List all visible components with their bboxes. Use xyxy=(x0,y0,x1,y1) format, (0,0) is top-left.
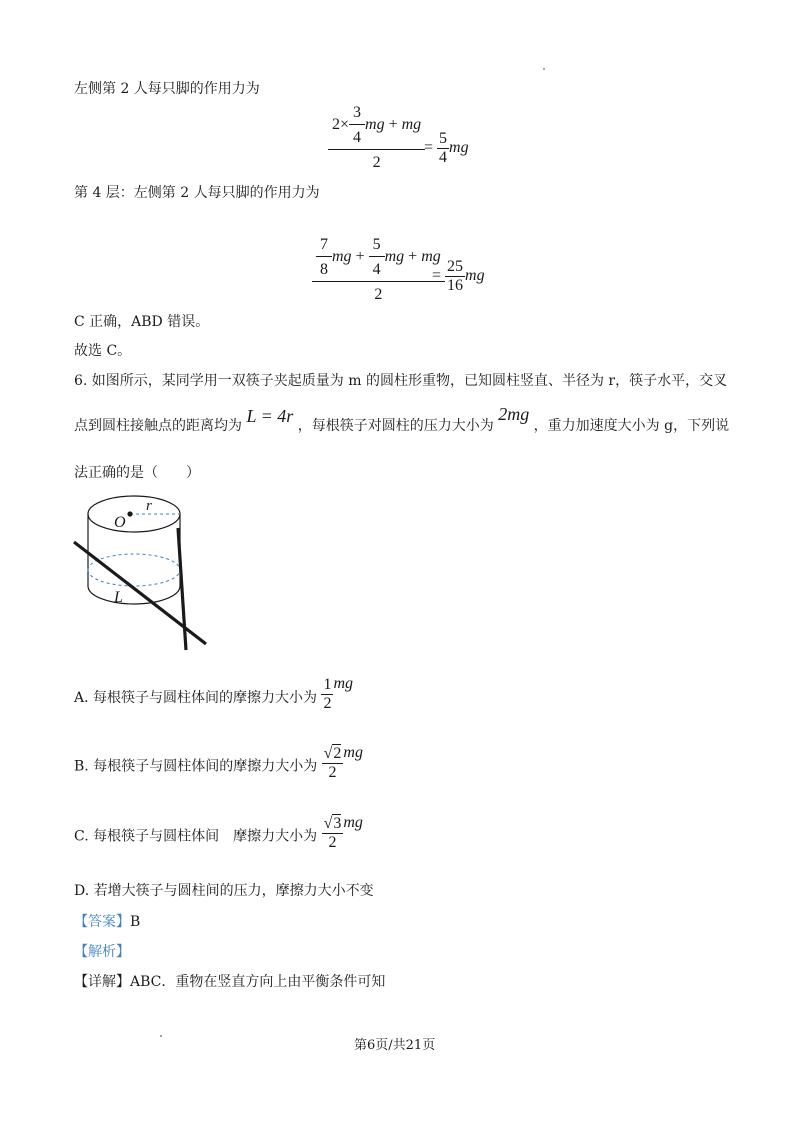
label-O: O xyxy=(114,514,126,531)
option-d: D. 若增大筷子与圆柱间的压力，摩擦力大小不变 xyxy=(74,883,374,899)
eq2-frac2-num: 5 xyxy=(372,236,381,253)
option-a-num: 1 xyxy=(323,676,332,693)
option-b-den: 2 xyxy=(322,763,344,782)
eq1-coef: 2× xyxy=(332,116,350,134)
equation-2-result xyxy=(432,258,485,295)
eq1-frac-den: 4 xyxy=(349,124,365,147)
eq2-equals: = xyxy=(432,267,442,285)
answer-label: 【答案】 xyxy=(74,914,130,930)
option-c-text: C. 每根筷子与圆柱体间 摩擦力大小为 xyxy=(74,828,318,845)
option-b xyxy=(74,743,363,786)
q6-line2-part-c: ，重力加速度大小为 g，下列说 xyxy=(533,418,730,434)
question-6-line-3: 法正确的是（ ） xyxy=(74,465,200,481)
scan-speck xyxy=(543,68,545,70)
intro-text: 左侧第 2 人每只脚的作用力为 xyxy=(74,81,260,97)
q6-2mg: 2mg xyxy=(498,404,530,424)
eq2-frac1-den: 8 xyxy=(316,256,332,279)
eq2-frac2-den: 4 xyxy=(369,256,385,279)
label-r: r xyxy=(146,498,152,514)
option-b-num: √2 xyxy=(323,745,342,762)
option-b-text: B. 每根筷子与圆柱体间的摩擦力大小为 xyxy=(74,758,318,775)
option-b-root: 2 xyxy=(333,745,342,762)
q6-line2-part-a: 点到圆柱接触点的距离均为 xyxy=(74,418,242,434)
option-a xyxy=(74,675,354,717)
eq2-plus-1: + xyxy=(355,248,365,266)
option-b-math xyxy=(322,743,363,781)
eq1-result-mg: mg xyxy=(449,139,469,157)
equation-1-result xyxy=(424,130,469,167)
analysis-label: 【解析】 xyxy=(74,944,130,960)
detail-text: ABC．重物在竖直方向上由平衡条件可知 xyxy=(130,974,386,990)
scan-speck xyxy=(160,1035,162,1037)
c-correct-text: C 正确，ABD 错误。 xyxy=(74,314,210,330)
eq1-frac-num: 3 xyxy=(353,104,362,121)
cylinder-chopsticks-figure xyxy=(66,488,226,658)
eq2-mg-1: mg xyxy=(332,248,352,266)
detail-line xyxy=(74,971,385,991)
eq2-result-mg: mg xyxy=(465,267,485,285)
eq2-plus-2: + xyxy=(408,248,418,266)
question-6-line-1: 6. 如图所示，某同学用一双筷子夹起质量为 m 的圆柱形重物，已知圆柱竖直、半径为 r，筷子水平，交叉 xyxy=(74,373,728,389)
page-footer: 第6页/共21页 xyxy=(354,1038,436,1053)
center-point-O xyxy=(127,511,132,516)
option-c xyxy=(74,813,363,856)
eq1-mg: mg xyxy=(365,116,385,134)
option-a-den: 2 xyxy=(323,695,332,712)
option-a-mg: mg xyxy=(333,675,354,693)
equation-1 xyxy=(328,104,425,172)
layer4-text: 第 4 层：左侧第 2 人每只脚的作用力为 xyxy=(74,185,320,201)
eq1-denominator: 2 xyxy=(328,149,425,172)
eq1-equals: = xyxy=(424,139,434,157)
option-a-math xyxy=(321,675,354,712)
eq1-result-num: 5 xyxy=(439,130,448,147)
answer-line xyxy=(74,911,140,931)
q6-L-expression: L = 4r xyxy=(246,406,294,426)
eq2-denominator: 2 xyxy=(312,281,445,304)
eq1-mg-2: mg xyxy=(401,116,422,134)
eq2-mg-3: mg xyxy=(421,248,441,266)
eq2-result-den: 16 xyxy=(447,277,464,294)
option-a-text: A. 每根筷子与圆柱体间的摩擦力大小为 xyxy=(74,690,318,707)
q6-line2-part-b: ，每根筷子对圆柱的压力大小为 xyxy=(297,418,494,434)
eq1-plus: + xyxy=(388,116,398,134)
detail-label: 【详解】 xyxy=(74,974,130,990)
option-b-mg: mg xyxy=(343,743,363,761)
eq2-frac1-num: 7 xyxy=(320,236,328,253)
option-c-mg: mg xyxy=(343,813,363,831)
option-c-den: 2 xyxy=(322,833,344,852)
option-c-root: 3 xyxy=(333,815,342,832)
choose-text: 故选 C。 xyxy=(74,343,132,359)
option-c-num: √3 xyxy=(323,815,342,832)
equation-2 xyxy=(312,236,445,304)
label-L: L xyxy=(114,589,123,606)
eq2-mg-2: mg xyxy=(384,248,405,266)
eq1-result-den: 4 xyxy=(439,149,448,166)
option-c-math xyxy=(322,813,363,851)
analysis-line xyxy=(74,941,130,961)
question-6-line-2 xyxy=(74,404,730,435)
eq2-result-num: 25 xyxy=(447,258,464,275)
cylinder-mid-ellipse-front xyxy=(88,570,180,586)
answer-value: B xyxy=(130,914,141,930)
